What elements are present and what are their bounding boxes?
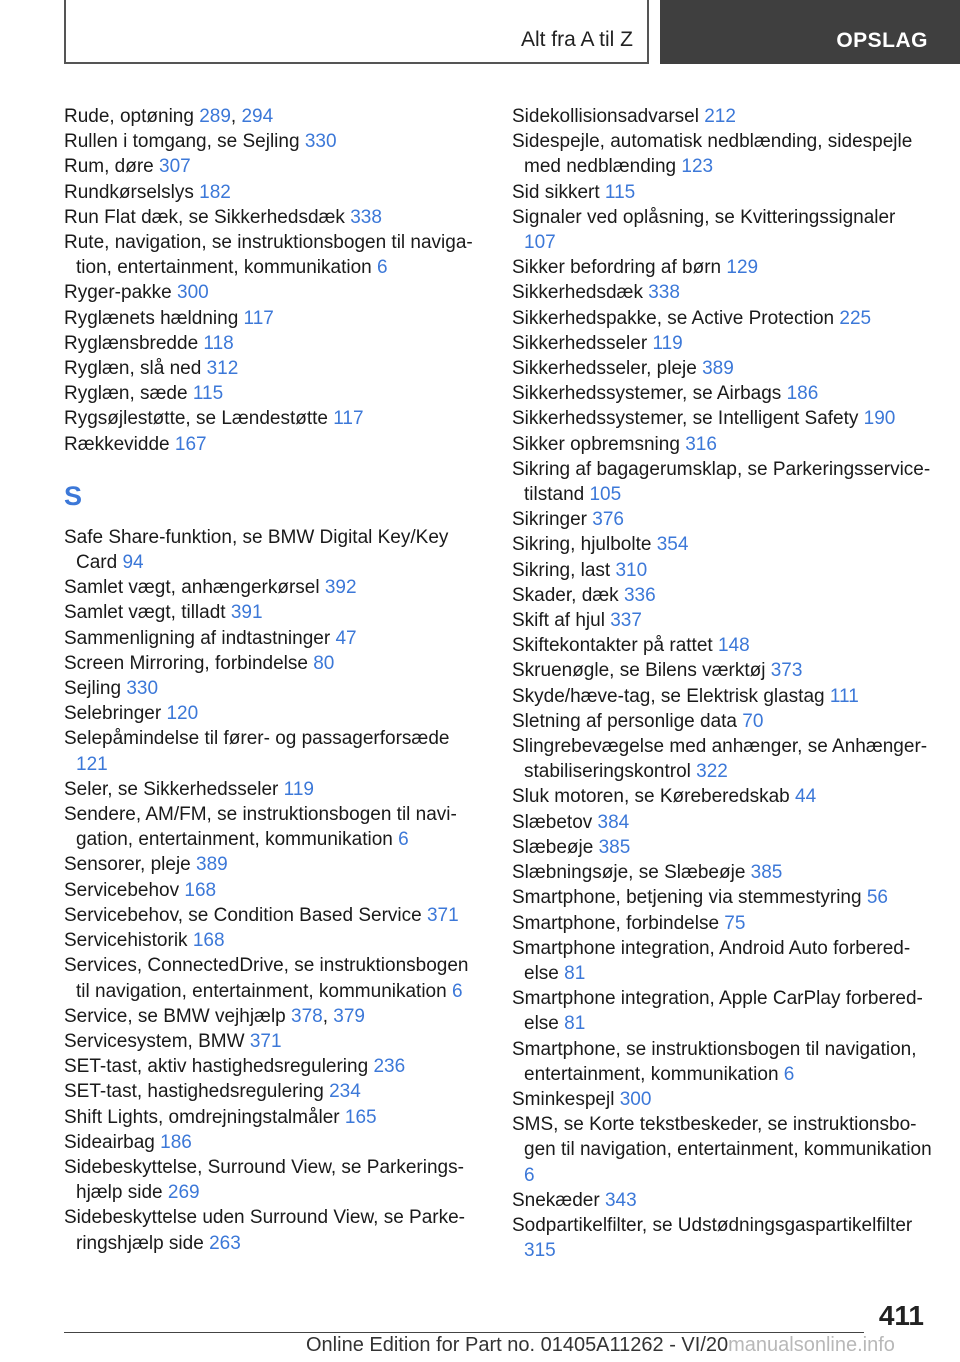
index-entry-text: Sidebeskyttelse, Surround View, se Parkeringshjælp side [64,1156,464,1204]
index-entry-text: Ryglænsbredde [64,332,204,354]
index-entry-text: Slæbningsøje, se Slæbeøje [512,862,751,884]
page-reference-link[interactable]: 300 [619,1088,652,1110]
edition-text: Online Edition for Part no. 01405A11262 - VI/20 [306,1334,729,1356]
page-reference-link[interactable]: 186 [160,1131,192,1153]
watermark: manualsonline.info [728,1334,895,1356]
page-header [0,0,960,66]
page-separator: , [230,106,242,127]
index-entry [512,432,932,457]
index-entry-text: Sminkespejl [512,1088,620,1110]
page-reference-link[interactable]: 80 [313,652,335,674]
index-entry [64,1004,480,1029]
page-reference-link[interactable]: 129 [726,257,759,279]
page-reference-link[interactable]: 6 [377,257,388,279]
index-entry-text: Sikker opbremsning [512,433,686,455]
index-entry-text: SMS, se Korte tekstbeskeder, se instruktionsbogen til navigation, entertainment, kommunikation [512,1114,932,1161]
page-reference-link[interactable]: 269 [167,1182,200,1204]
footer-edition [306,1334,895,1357]
index-entry-text: Sidekollisionsadvarsel [512,106,705,127]
index-entry [64,230,480,280]
index-entry [64,1105,480,1130]
chapter-tab [660,0,960,64]
page-reference-link[interactable]: 384 [597,811,630,833]
index-entry [512,658,932,683]
page-reference-link[interactable]: 371 [249,1030,282,1052]
index-entry [512,280,932,305]
page-reference-link[interactable]: 236 [373,1056,406,1078]
index-entry [64,205,480,230]
page-reference-link[interactable]: 44 [795,786,817,808]
page-reference-link[interactable]: 182 [199,181,231,203]
index-entry [512,1188,932,1213]
index-entry [512,532,932,557]
index-entry [512,583,932,608]
section-tab [64,0,649,64]
index-entry [64,575,480,600]
index-entry-text: Sidebeskyttelse uden Surround View, se Parkeringshjælp side [64,1207,465,1254]
index-entry [512,911,932,936]
index-entry-text: SET-tast, aktiv hastighedsregulering [64,1056,374,1078]
index-entry [64,928,480,953]
index-entry-text: Shift Lights, omdrejningstalmåler [64,1106,345,1128]
page-reference-link[interactable]: 391 [230,602,263,624]
index-entry [512,558,932,583]
page-reference-link[interactable]: 234 [329,1081,361,1103]
index-entry [512,255,932,280]
index-entry [64,726,480,776]
index-entry-text: Rum, døre [64,156,160,178]
page-reference-link[interactable]: 310 [615,559,648,581]
index-entry-text: Seler, se Sikkerhedsseler [64,778,284,800]
index-entry-text: Rullen i tomgang, se Sejling [64,131,305,153]
index-entry-text: Run Flat dæk, se Sikkerhedsdæk [64,206,351,228]
index-entry [512,835,932,860]
page-reference-link[interactable]: 6 [451,980,463,1002]
index-entry [64,651,480,676]
index-entry-text: SET-tast, hastighedsregulering [64,1081,330,1103]
page-reference-link[interactable]: 379 [333,1005,365,1027]
index-entry [512,1087,932,1112]
index-entry [512,1037,932,1087]
index-entry-text: Sid sikkert [512,181,605,203]
page-reference-link[interactable]: 330 [304,131,337,153]
page-reference-link[interactable]: 330 [126,678,159,700]
index-entry-text: Servicesystem, BMW [64,1030,250,1052]
page-reference-link[interactable]: 316 [685,433,717,455]
page-reference-link[interactable]: 315 [524,1240,556,1262]
page-reference-link[interactable]: 94 [122,552,144,574]
index-entry-text: Sikker befordring af børn [512,257,727,279]
page-reference-link[interactable]: 148 [717,635,750,657]
page-reference-link[interactable]: 81 [564,962,586,984]
index-entry [64,1155,480,1205]
index-entry [64,525,480,575]
index-entry-text: Rækkevidde [64,433,175,455]
page-reference-link[interactable]: 119 [283,778,314,800]
index-entry-text: Slæbetov [512,811,598,833]
index-entry [64,356,480,381]
page-reference-link[interactable]: 186 [786,383,819,405]
index-entry [512,129,932,179]
index-entry [512,381,932,406]
index-entry-text: Sikringer [512,509,593,531]
index-entry [512,457,932,507]
index-entry-text: Sikkerhedssystemer, se Intelligent Safety [512,408,864,430]
section-title: Alt fra A til Z [520,28,633,51]
index-entry [64,432,480,457]
page-reference-link[interactable]: 47 [335,627,357,649]
page-reference-link[interactable]: 343 [604,1189,637,1211]
index-entry-text: Slæbeøje [512,836,599,858]
index-entry [512,356,932,381]
index-entry-text: Sikring, last [512,559,616,581]
page-reference-link[interactable]: 117 [333,408,364,430]
index-entry [64,1079,480,1104]
index-entry [512,734,932,784]
index-entry-text: Service, se BMW vejhjælp [64,1005,292,1027]
index-entry-text: Smartphone, se instruktionsbogen til navigation, entertainment, kommunikation [512,1038,917,1085]
index-entry-text: Servicebehov [64,879,185,901]
index-entry [64,903,480,928]
page-reference-link[interactable]: 75 [724,912,746,934]
index-entry-text: Sidespejle, automatisk nedblænding, sidespejle med nedblænding [512,131,913,178]
chapter-tab-label: OPSLAG [836,29,928,52]
index-entry [512,306,932,331]
index-entry-text: Samlet vægt, anhængerkørsel [64,577,325,599]
page-reference-link[interactable]: 168 [184,879,217,901]
index-letter-heading: S [64,480,83,511]
index-entry-text: Sluk motoren, se Køreberedskab [512,786,796,808]
page-separator: , [322,1005,334,1027]
page-reference-link[interactable]: 389 [196,854,228,876]
page-reference-link[interactable]: 294 [241,106,274,127]
page-reference-link[interactable]: 385 [750,862,783,884]
index-entry [64,878,480,903]
index-entry-text: Snekæder [512,1189,605,1211]
index-entry-text: Servicebehov, se Condition Based Service [64,904,427,926]
index-entry-text: Skyde/hæve-tag, se Elektrisk glastag [512,685,830,707]
index-entry-text: Sikkerhedsseler [512,332,653,354]
index-entry [512,331,932,356]
index-entry-text: Sikkerhedsseler, pleje [512,358,703,380]
index-entry [512,784,932,809]
index-entry-text: Ryger-pakke [64,282,177,304]
index-entry [64,600,480,625]
index-entry-text: Servicehistorik [64,930,193,952]
index-entry [64,701,480,726]
index-entry [64,154,480,179]
index-entry-text: Ryglæn, slå ned [64,358,207,380]
index-entry-text: Services, ConnectedDrive, se instruktionsbogen til navigation, entertainment, kommunikation [64,955,469,1002]
index-entry-text: Rygsøjlestøtte, se Lændestøtte [64,408,334,430]
index-entry [64,381,480,406]
page-reference-link[interactable]: 225 [839,307,872,329]
index-entry [64,1054,480,1079]
page-reference-link[interactable]: 70 [742,710,764,732]
index-entry [512,406,932,431]
page-reference-link[interactable]: 168 [192,930,225,952]
index-entry-text: Rundkørselslys [64,181,200,203]
index-entry [512,810,932,835]
page-reference-link[interactable]: 392 [324,577,357,599]
index-entry [64,1029,480,1054]
page-reference-link[interactable]: 81 [564,1013,586,1035]
index-entry [64,280,480,305]
index-entry-text: Smartphone integration, Apple CarPlay forberedelse [512,988,923,1035]
index-entry-text: Sikkerhedspakke, se Active Protection [512,307,840,329]
index-entry [512,1213,932,1263]
index-entry [512,684,932,709]
index-entry-text: Sletning af personlige data [512,710,743,732]
index-entry-text: Samlet vægt, tilladt [64,602,231,624]
index-entry-text: Sikring af bagagerumsklap, se Parkeringsservicetilstand [512,458,931,506]
index-entry [512,860,932,885]
index-entry [512,1112,932,1188]
index-entry-text: Skruenøgle, se Bilens værktøj [512,660,771,682]
page-reference-link[interactable]: 307 [159,156,191,178]
index-entry-text: Skift af hjul [512,610,611,632]
page-reference-link[interactable]: 56 [866,887,888,909]
index-entry [64,802,480,852]
index-entry-text: Smartphone, betjening via stemmestyring [512,887,867,909]
index-entry-text: Sendere, AM/FM, se instruktionsbogen til navigation, entertainment, kommunikation [64,804,457,851]
index-entry [64,1205,480,1255]
index-entry [64,406,480,431]
page-reference-link[interactable]: 120 [166,703,199,725]
index-entry-text: Sikkerhedsdæk [512,282,649,304]
index-entry [512,180,932,205]
index-entry [64,676,480,701]
index-entry-text: Rude, optøning [64,106,200,127]
page-reference-link[interactable]: 289 [199,106,231,127]
page-reference-link[interactable]: 389 [702,358,734,380]
page-reference-link[interactable]: 263 [209,1232,241,1254]
index-entry-text: Signaler ved oplåsning, se Kvitteringssignaler [512,206,896,228]
page-reference-link[interactable]: 371 [426,904,459,926]
index-entry [512,986,932,1036]
index-entry-text: Sejling [64,678,127,700]
index-entry [512,608,932,633]
footer-divider [64,1332,864,1333]
index-entry [64,104,480,129]
index-entry-text: Smartphone, forbindelse [512,912,725,934]
index-entry [64,852,480,877]
index-entry-text: Ryglænets hældning [64,307,244,329]
index-entry [64,777,480,802]
index-entry-text: Safe Share-funktion, se BMW Digital Key/Key Card [64,526,449,574]
index-entry [64,129,480,154]
page-reference-link[interactable]: 165 [344,1106,377,1128]
index-entry-text: Selebringer [64,703,167,725]
index-entry-text: Ryglæn, sæde [64,383,193,405]
page-reference-link[interactable]: 385 [598,836,631,858]
index-entry-text: Sammenligning af indtastninger [64,627,336,649]
page-reference-link[interactable]: 336 [623,584,656,606]
index-entry [64,331,480,356]
page-reference-link[interactable]: 338 [350,206,382,228]
index-entry-text: Sideairbag [64,1131,161,1153]
index-entry [64,626,480,651]
index-entry [512,205,932,255]
page-reference-link[interactable]: 6 [398,829,409,851]
index-entry [512,633,932,658]
page-reference-link[interactable]: 354 [656,534,689,556]
page-reference-link[interactable]: 373 [770,660,803,682]
index-entry [512,507,932,532]
page-reference-link[interactable]: 300 [177,282,209,304]
page-reference-link[interactable]: 115 [604,181,636,203]
page-reference-link[interactable]: 123 [681,156,714,178]
page-reference-link[interactable]: 119 [652,332,683,354]
index-entry-text: Skader, dæk [512,584,624,606]
index-entry-text: Sodpartikelfilter, se Udstødningsgaspartikelfilter [512,1214,913,1236]
index-entry-text: Screen Mirroring, forbindelse [64,652,314,674]
index-entry [512,936,932,986]
index-entry [64,953,480,1003]
index-entry-text: Slingrebevægelse med anhænger, se Anhænger-stabiliseringskontrol [512,736,928,783]
page-reference-link[interactable]: 111 [829,685,859,707]
index-column-right [512,104,932,1263]
page-reference-link[interactable]: 107 [524,232,556,254]
index-entry-text: Smartphone integration, Android Auto forberedelse [512,937,911,984]
page-reference-link[interactable]: 312 [206,358,239,380]
page-reference-link[interactable]: 378 [291,1005,323,1027]
page-reference-link[interactable]: 167 [174,433,207,455]
index-entry [512,709,932,734]
page-reference-link[interactable]: 117 [243,307,274,329]
index-entry-text: Rute, navigation, se instruktionsbogen til navigation, entertainment, kommunikation [64,232,473,279]
page-reference-link[interactable]: 190 [863,408,896,430]
index-entry [512,885,932,910]
page-reference-link[interactable]: 115 [192,383,224,405]
index-entry [64,180,480,205]
page-reference-link[interactable]: 212 [704,106,736,127]
index-entry [64,1130,480,1155]
page-number: 411 [878,1300,924,1331]
page-reference-link[interactable]: 376 [592,509,624,531]
index-entry [512,104,932,129]
index-entry-text: Sikring, hjulbolte [512,534,657,556]
page-reference-link[interactable]: 121 [76,753,108,775]
index-entry [64,306,480,331]
page-reference-link[interactable]: 322 [696,761,728,783]
index-entry-text: Sikkerhedssystemer, se Airbags [512,383,787,405]
page-reference-link[interactable]: 337 [610,610,642,632]
page-reference-link[interactable]: 6 [524,1164,535,1186]
index-entry-text: Selepåmindelse til fører- og passagerforsæde [64,728,450,750]
page-reference-link[interactable]: 105 [589,484,622,506]
page-reference-link[interactable]: 6 [783,1063,795,1085]
page-reference-link[interactable]: 118 [203,332,234,354]
index-entry-text: Skiftekontakter på rattet [512,635,718,657]
index-entry-text: Sensorer, pleje [64,854,197,876]
page-reference-link[interactable]: 338 [648,282,680,304]
index-column-left [64,104,480,1256]
